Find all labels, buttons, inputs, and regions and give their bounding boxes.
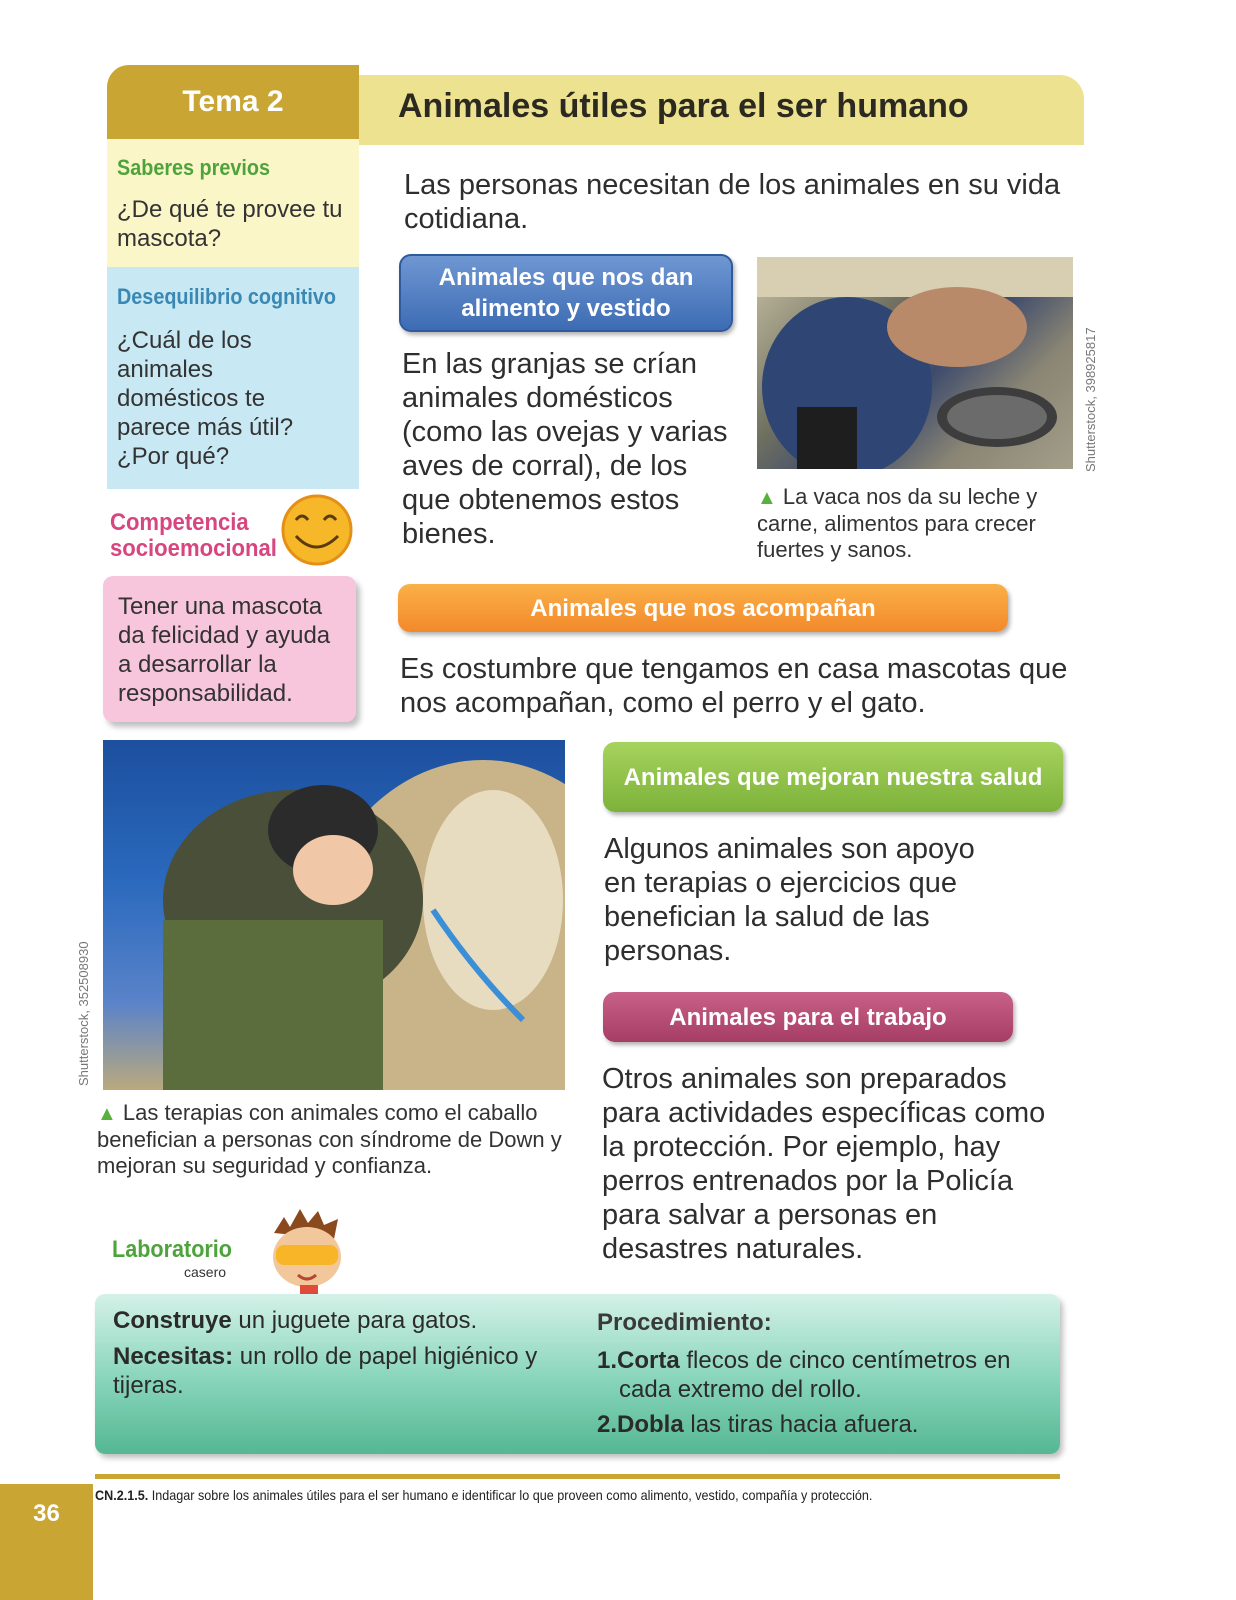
lab-step-2: 2.Dobla las tiras hacia afuera. xyxy=(597,1411,919,1438)
section-salud-title: Animales que mejoran nuestra salud xyxy=(603,742,1063,812)
lab-title: Laboratorio xyxy=(112,1236,233,1263)
horse-therapy-photo xyxy=(103,740,565,1090)
section-trabajo-title: Animales para el trabajo xyxy=(603,992,1013,1042)
section-acompanan-text: Es costumbre que tengamos en casa mascotas que nos acompañan, como el perro y el gato. xyxy=(400,653,1068,719)
lab-procedimiento-title: Procedimiento: xyxy=(597,1309,772,1336)
footer-objective: CN.2.1.5. Indagar sobre los animales útiles para el ser humano e identificar lo que proveen como alimento, vestido, compañía y protección. xyxy=(95,1487,873,1503)
tema-label: Tema 2 xyxy=(107,65,359,139)
page-number: 36 xyxy=(33,1500,60,1527)
section-trabajo-text: Otros animales son preparados para actividades específicas como la protección. Por ejemplo, hay perros entrenados por la Policía para salvar a personas en desastres naturales. xyxy=(602,1063,1046,1265)
section-acompanan-title: Animales que nos acompañan xyxy=(398,584,1008,632)
smiley-icon xyxy=(278,492,356,568)
section-alimento-title: Animales que nos dan alimento y vestido xyxy=(399,254,733,332)
lab-step-1: 1.Corta flecos de cinco centímetros en cada extremo del rollo. xyxy=(597,1347,1011,1403)
triangle-icon: ▲ xyxy=(757,487,777,509)
cow-caption: ▲ La vaca nos da su leche y carne, alimentos para crecer fuertes y sanos. xyxy=(757,484,1038,562)
intro-text: Las personas necesitan de los animales en su vida cotidiana. xyxy=(404,169,1061,235)
saberes-previos-title: Saberes previos xyxy=(117,155,270,180)
section-salud-text: Algunos animales son apoyo en terapias o ejercicios que benefician la salud de las personas. xyxy=(604,833,975,967)
lab-construye: Construye un juguete para gatos. xyxy=(113,1307,478,1334)
horse-photo-credit: Shutterstock, 352508930 xyxy=(76,941,91,1086)
desequilibrio-title: Desequilibrio cognitivo xyxy=(117,284,336,309)
competencia-title: Competencia socioemocional xyxy=(110,509,277,562)
footer-rule xyxy=(95,1474,1060,1479)
lab-subtitle: casero xyxy=(184,1264,227,1280)
cow-photo-credit: Shutterstock, 398925817 xyxy=(1083,327,1098,472)
competencia-text: Tener una mascota da felicidad y ayuda a desarrollar la responsabilidad. xyxy=(118,593,331,707)
horse-caption: ▲ Las terapias con animales como el caballo benefician a personas con síndrome de Down y mejoran su seguridad y confianza. xyxy=(97,1100,562,1178)
page-title: Animales útiles para el ser humano xyxy=(398,87,969,125)
scientist-boy-icon xyxy=(262,1205,352,1297)
cow-milking-photo xyxy=(757,257,1073,469)
lab-necesitas: Necesitas: un rollo de papel higiénico y tijeras. xyxy=(113,1343,538,1399)
triangle-icon: ▲ xyxy=(97,1103,117,1125)
desequilibrio-text: ¿Cuál de los animales domésticos te parece más útil? ¿Por qué? xyxy=(117,327,294,470)
section-alimento-text: En las granjas se crían animales domésticos (como las ovejas y varias aves de corral), de los que obtenemos estos bienes. xyxy=(402,348,728,550)
saberes-previos-text: ¿De qué te provee tu mascota? xyxy=(117,196,343,252)
